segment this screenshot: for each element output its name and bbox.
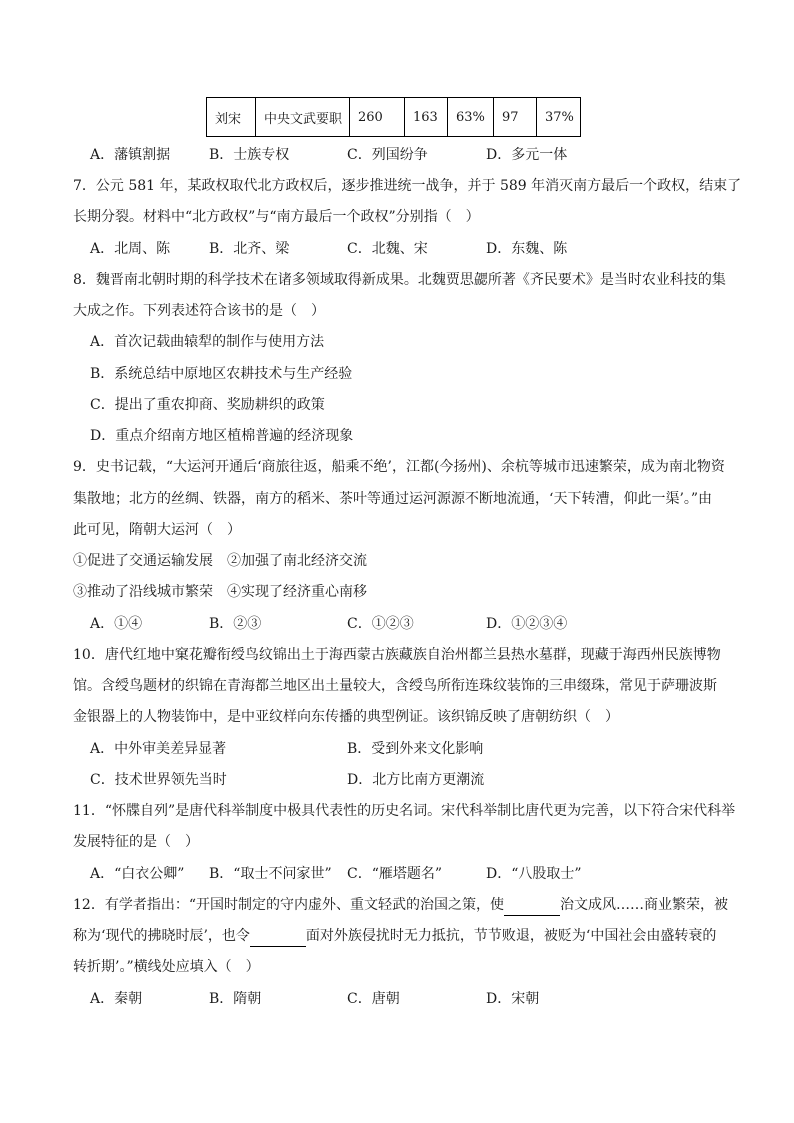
q9-stem-line3: 此可见，隋朝大运河（ ） (73, 522, 241, 538)
q7-option-b[interactable]: B．北齐、梁 (209, 241, 290, 257)
q10-stem-line1: 10．唐代红地中窠花瓣衔绶鸟纹锦出土于海西蒙古族藏族自治州都兰县热水墓群，现藏于海西州民族博物 (73, 647, 721, 663)
q9-item-line1: ①促进了交通运输发展 ②加强了南北经济交流 (73, 553, 367, 569)
q10-option-d[interactable]: D．北方比南方更潮流 (347, 772, 485, 788)
table-cell: 刘宋 (207, 98, 256, 137)
table-row (207, 98, 581, 137)
q8-option-c[interactable]: C．提出了重农抑商、奖励耕织的政策 (90, 397, 325, 413)
q6-option-a[interactable]: A．藩镇割据 (90, 147, 171, 163)
q12-stem-text: 12．有学者指出：“开国时制定的守内虚外、重文轻武的治国之策，使 (73, 897, 504, 913)
q8-option-d[interactable]: D．重点介绍南方地区植棉普遍的经济现象 (90, 428, 354, 444)
q12-option-d[interactable]: D．宋朝 (486, 991, 540, 1007)
table-cell: 37% (537, 98, 581, 137)
q11-option-a[interactable]: A．“白衣公卿” (90, 866, 185, 882)
q10-option-b[interactable]: B．受到外来文化影响 (347, 741, 484, 757)
q7-stem-line2: 长期分裂。材料中“北方政权”与“南方最后一个政权”分别指（ ） (73, 209, 480, 225)
q12-option-a[interactable]: A．秦朝 (90, 991, 143, 1007)
table-cell: 260 (350, 98, 405, 137)
q9-option-b[interactable]: B．②③ (209, 616, 262, 632)
q8-stem-line1: 8．魏晋南北朝时期的科学技术在诸多领域取得新成果。北魏贾思勰所著《齐民要术》是当时农业科技的集 (73, 272, 726, 288)
q7-stem-line1: 7．公元 581 年，某政权取代北方政权后，逐步推进统一战争，并于 589 年消灭南方最后一个政权，结束了 (73, 178, 742, 194)
q8-stem-line2: 大成之作。下列表述符合该书的是（ ） (73, 303, 325, 319)
fill-blank (250, 926, 306, 947)
q10-stem-line3: 金银器上的人物装饰中，是中亚纹样向东传播的典型例证。该织锦反映了唐朝纺织（ ） (73, 709, 619, 725)
q6-option-b[interactable]: B．士族专权 (209, 147, 290, 163)
q12-stem-text: 治文成风……商业繁荣，被 (559, 897, 728, 913)
q6-option-d[interactable]: D．多元一体 (486, 147, 568, 163)
q10-option-a[interactable]: A．中外审美差异显著 (90, 741, 227, 757)
q6-option-c[interactable]: C．列国纷争 (347, 147, 428, 163)
q9-stem-line2: 集散地；北方的丝绸、铁器，南方的稻米、茶叶等通过运河源源不断地流通，‘天下转漕，仰此一渠’。”由 (73, 491, 713, 507)
q9-stem-line1: 9．史书记载，“大运河开通后‘商旅往返，船乘不绝’，江都(今扬州)、余杭等城市迅速繁荣，成为南北物资 (73, 459, 725, 475)
q7-option-a[interactable]: A．北周、陈 (90, 241, 171, 257)
q12-stem-line1 (73, 895, 728, 916)
table-cell: 163 (405, 98, 448, 137)
q12-option-c[interactable]: C．唐朝 (347, 991, 400, 1007)
table-cell: 97 (494, 98, 537, 137)
q12-stem-line3: 转折期’。”横线处应填入（ ） (73, 959, 260, 975)
q11-stem-line2: 发展特征的是（ ） (73, 834, 199, 850)
q9-option-a[interactable]: A．①④ (90, 616, 143, 632)
q11-option-d[interactable]: D．“八股取士” (486, 866, 582, 882)
fill-blank (504, 895, 560, 916)
q10-option-c[interactable]: C．技术世界领先当时 (90, 772, 227, 788)
table-cell: 63% (448, 98, 494, 137)
q10-stem-line2: 馆。含绶鸟题材的织锦在青海都兰地区出土量较大，含绶鸟所衔连珠纹装饰的三串缀珠，常见于萨珊波斯 (73, 678, 717, 694)
q9-item-line2: ③推动了沿线城市繁荣 ④实现了经济重心南移 (73, 584, 367, 600)
q9-option-c[interactable]: C．①②③ (347, 616, 414, 632)
data-table (206, 97, 581, 137)
q12-option-b[interactable]: B．隋朝 (209, 991, 262, 1007)
q11-option-c[interactable]: C．“雁塔题名” (347, 866, 443, 882)
table-cell: 中央文武要职 (256, 98, 350, 137)
q8-option-b[interactable]: B．系统总结中原地区农耕技术与生产经验 (90, 366, 353, 382)
q7-option-c[interactable]: C．北魏、宋 (347, 241, 428, 257)
q11-stem-line1: 11．“怀牒自列”是唐代科举制度中极具代表性的历史名词。宋代科举制比唐代更为完善，以下符合宋代科举 (73, 803, 736, 819)
q12-stem-text: 面对外族侵扰时无力抵抗，节节败退，被贬为‘中国社会由盛转衰的 (305, 928, 717, 944)
q8-option-a[interactable]: A．首次记载曲辕犁的制作与使用方法 (90, 334, 325, 350)
q12-stem-line2 (73, 926, 716, 947)
q7-option-d[interactable]: D．东魏、陈 (486, 241, 568, 257)
q11-option-b[interactable]: B．“取士不问家世” (209, 866, 332, 882)
q12-stem-text: 称为‘现代的拂晓时辰’，也令 (73, 928, 250, 944)
q9-option-d[interactable]: D．①②③④ (486, 616, 568, 632)
